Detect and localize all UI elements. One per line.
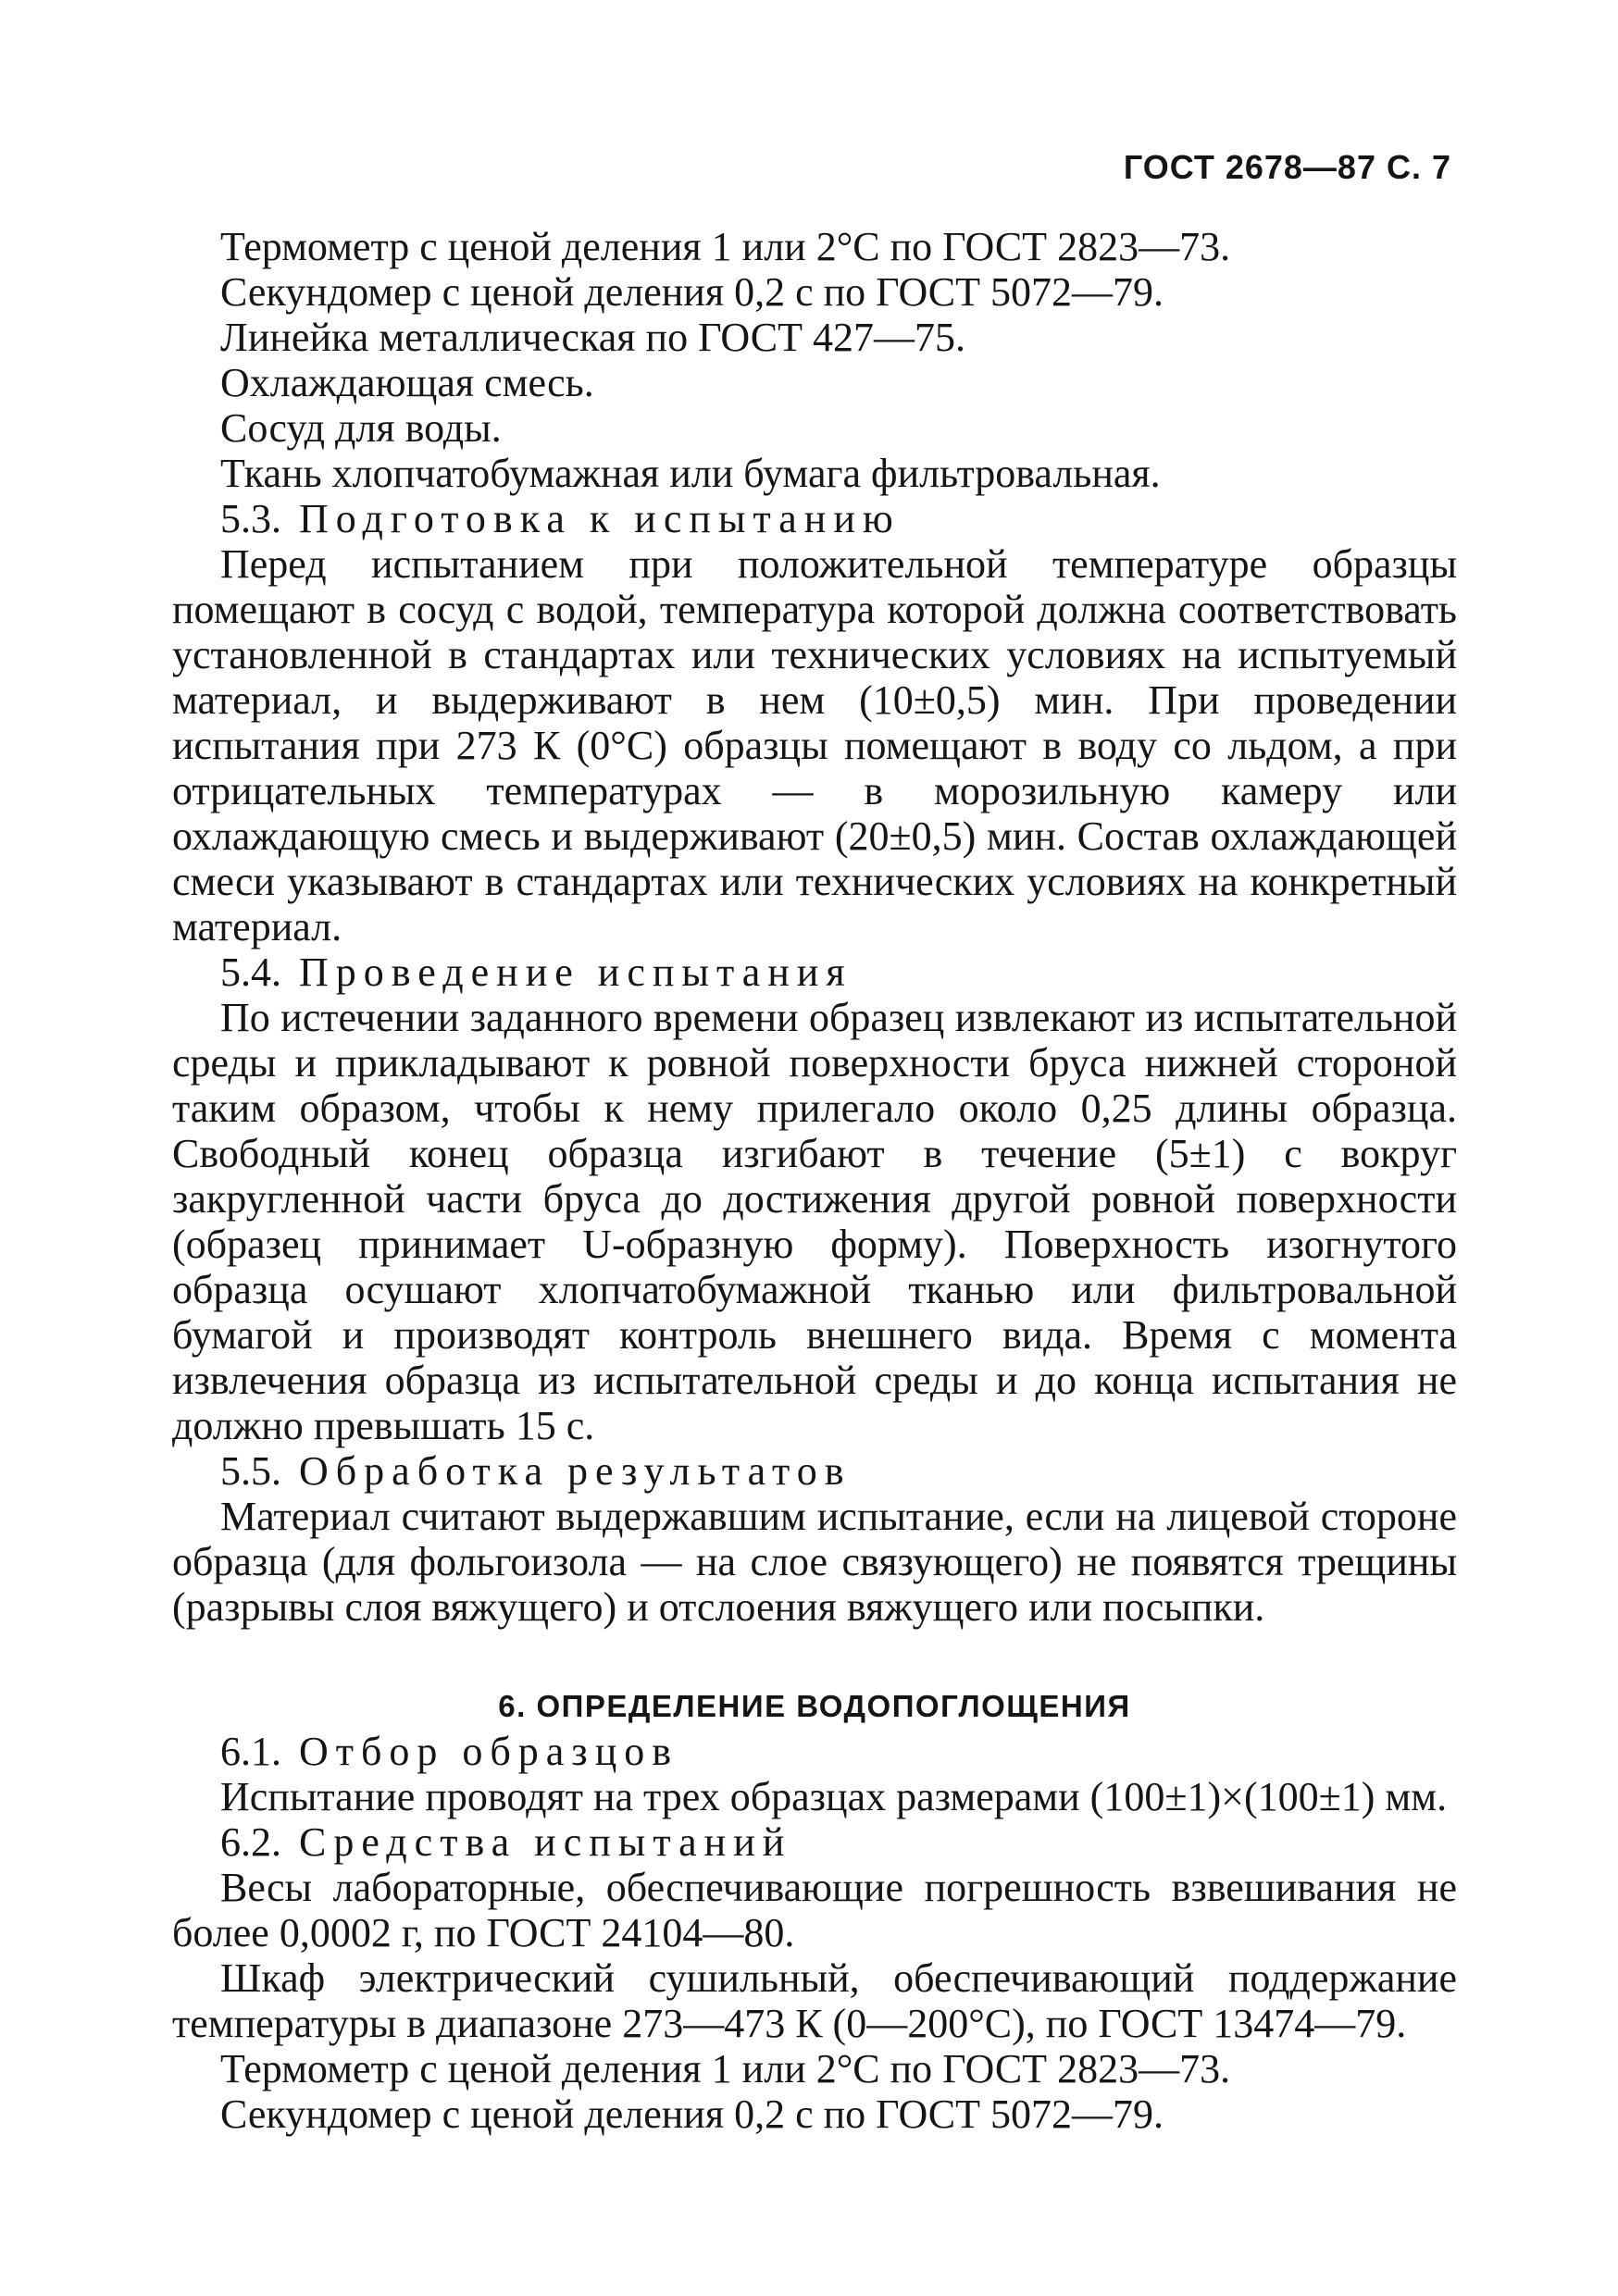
list-item: Ткань хлопчатобумажная или бумага фильтровальная. bbox=[220, 451, 1161, 496]
subsection-title-text: Обработка результатов bbox=[299, 1448, 852, 1494]
paragraph-6-1: Испытание проводят на трех образцах размерами (100±1)×(100±1) мм. bbox=[220, 1774, 1448, 1819]
subsection-number: 6.2. bbox=[220, 1819, 281, 1865]
list-item: Шкаф электрический сушильный, обеспечивающий поддержание температуры в диапазоне 273—473 К (0—200°С), по ГОСТ 13474—79. bbox=[172, 1955, 1457, 2046]
subsection-number: 6.1. bbox=[220, 1729, 281, 1774]
subsection-title-text: Подготовка к испытанию bbox=[299, 496, 901, 541]
list-item: Термометр с ценой деления 1 или 2°С по ГОСТ 2823—73. bbox=[220, 2046, 1231, 2091]
list-item: Сосуд для воды. bbox=[220, 405, 502, 451]
subsection-title-text: Проведение испытания bbox=[299, 949, 853, 995]
paragraph-5-3: Перед испытанием при положительной температуре образцы помещают в сосуд с водой, температура которой должна соответствовать установленной в стандартах или технических условиях на испытуемый материал, и выдерживают в нем (10±0,5) мин. При проведении испытания при 273 К (0°С) образцы помещают в воду со льдом, а при отрицательных температурах — в морозильную камеру или охлаждающую смесь и выдерживают (20±0,5) мин. Состав охлаждающей смеси указывают в стандартах или технических условиях на конкретный материал. bbox=[172, 541, 1457, 949]
section-gap bbox=[172, 1630, 1457, 1683]
page-header: ГОСТ 2678—87 С. 7 bbox=[1123, 148, 1451, 186]
list-item: Линейка металлическая по ГОСТ 427—75. bbox=[220, 315, 965, 360]
subsection-title-text: Отбор образцов bbox=[299, 1729, 679, 1774]
paragraph-5-5: Материал считают выдержавшим испытание, если на лицевой стороне образца (для фольгоизола — на слое связующего) не появятся трещины (разрывы слоя вяжущего) и отслоения вяжущего или посыпки. bbox=[172, 1494, 1457, 1630]
subsection-title-6-1 bbox=[172, 1729, 1457, 1774]
list-item: Термометр с ценой деления 1 или 2°С по ГОСТ 2823—73. bbox=[220, 224, 1231, 269]
subsection-number: 5.5. bbox=[220, 1448, 281, 1494]
subsection-number: 5.4. bbox=[220, 949, 281, 995]
document-body bbox=[172, 224, 1457, 2137]
section-heading-6: 6. ОПРЕДЕЛЕНИЕ ВОДОПОГЛОЩЕНИЯ bbox=[498, 1689, 1131, 1723]
subsection-title-text: Средства испытаний bbox=[299, 1819, 792, 1865]
subsection-title-6-2 bbox=[172, 1819, 1457, 1865]
subsection-number: 5.3. bbox=[220, 496, 281, 541]
list-item: Весы лабораторные, обеспечивающие погрешность взвешивания не более 0,0002 г, по ГОСТ 24104—80. bbox=[172, 1865, 1457, 1955]
subsection-title-5-5 bbox=[172, 1448, 1457, 1494]
list-item: Секундомер с ценой деления 0,2 с по ГОСТ 5072—79. bbox=[220, 269, 1164, 315]
list-item: Охлаждающая смесь. bbox=[220, 360, 594, 405]
list-item: Секундомер с ценой деления 0,2 с по ГОСТ 5072—79. bbox=[220, 2091, 1164, 2137]
subsection-title-5-3 bbox=[172, 496, 1457, 541]
subsection-title-5-4 bbox=[172, 949, 1457, 995]
paragraph-5-4: По истечении заданного времени образец извлекают из испытательной среды и прикладывают к ровной поверхности бруса нижней стороной таким образом, чтобы к нему прилегало около 0,25 длины образца. Свободный конец образца изгибают в течение (5±1) с вокруг закругленной части бруса до достижения другой ровной поверхности (образец принимает U-образную форму). Поверхность изогнутого образца осушают хлопчатобумажной тканью или фильтровальной бумагой и производят контроль внешнего вида. Время с момента извлечения образца из испытательной среды и до конца испытания не должно превышать 15 с. bbox=[172, 995, 1457, 1448]
